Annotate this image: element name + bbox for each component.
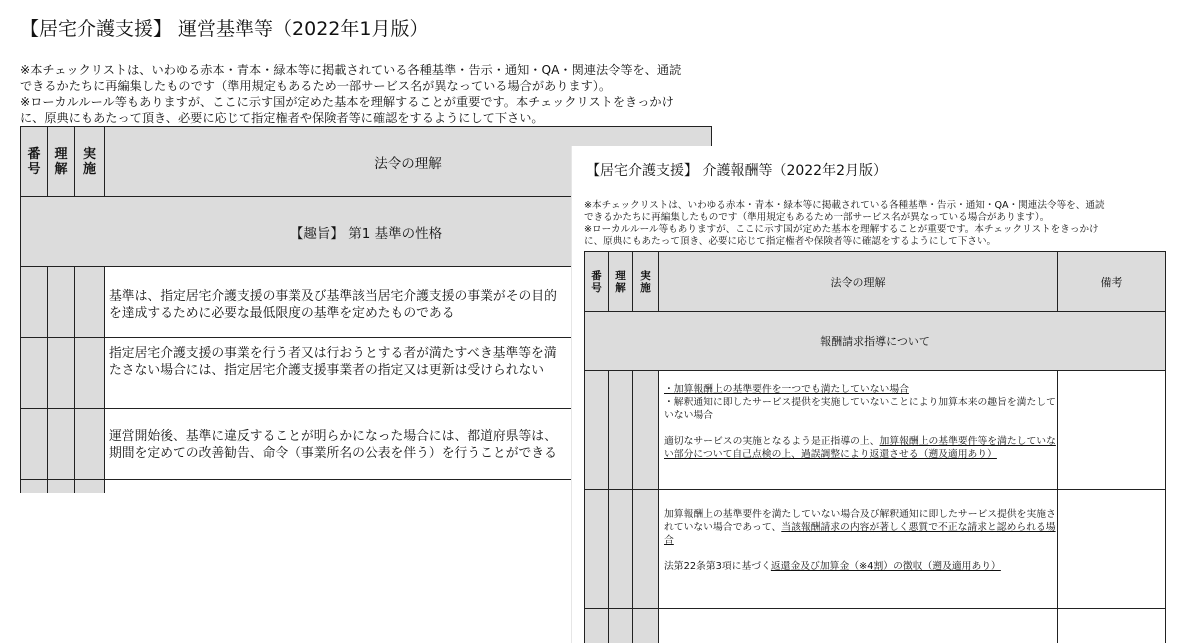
doc1-row-understanding [47, 337, 75, 409]
doc1-header-number [20, 126, 48, 197]
doc1-note [20, 62, 720, 126]
doc1-row-text-label: 指定居宅介護支援の事業を行う者又は行おうとする者が満たすべき基準等を満たさない場合には、指定居宅介護支援事業者の指定又は更新は受けられない [109, 346, 557, 378]
doc2-row-number [584, 608, 609, 643]
doc2-header-understanding [608, 251, 633, 312]
doc1-row-number [20, 408, 48, 480]
doc2-section-title-label: 報酬請求指導について [820, 335, 930, 348]
doc1-row-text-label: 基準は、指定居宅介護支援の事業及び基準該当居宅介護支援の事業がその目的を達成するために必要な最低限度の基準を定めたものである [109, 289, 557, 321]
doc2-checklist-table [584, 251, 1166, 643]
doc1-row-implementation [74, 337, 105, 409]
doc1-row-number [20, 479, 48, 493]
doc2-row-number [584, 370, 609, 490]
doc2-row-text [658, 489, 1058, 609]
doc2-header-understanding-label: 理解 [615, 269, 626, 294]
doc2-row-understanding [608, 370, 633, 490]
doc2-header-implementation [632, 251, 659, 312]
doc2-row-text [658, 608, 1058, 643]
doc1-row-implementation [74, 479, 105, 493]
doc2-note [584, 200, 1184, 248]
doc2-row2-para1-lead: 加算報酬上の基準要件を満たしていない場合及び解釈通知に即したサービス提供を実施されていない場合であって、 [664, 509, 1056, 533]
doc2-row2-para2-lead: 法第22条第3項に基づく [664, 561, 771, 572]
doc1-header-understanding-label: 理解 [54, 146, 68, 177]
doc2-row-remarks [1057, 370, 1166, 490]
doc2-title: 【居宅介護支援】 介護報酬等（2022年2月版） [586, 163, 887, 179]
doc1-header-implementation [74, 126, 105, 197]
doc2-row-text [658, 370, 1058, 490]
doc2-note-line: に、原典にもあたって頂き、必要に応じて指定権者や保険者等に確認をするようにして下さい。 [584, 236, 997, 247]
doc2-row-number [584, 489, 609, 609]
doc2-header-number [584, 251, 609, 312]
doc1-row-understanding [47, 479, 75, 493]
doc1-row-understanding [47, 408, 75, 480]
doc2-header-implementation-label: 実施 [640, 269, 651, 294]
doc2-header-law-label: 法令の理解 [830, 275, 886, 289]
doc2-header-number-label: 番号 [591, 269, 602, 294]
doc1-header-implementation-label: 実施 [82, 146, 96, 177]
doc1-row-text-label: 運営開始後、基準に違反することが明らかになった場合には、都道府県等は、期間を定めての改善勧告、命令（事業所名の公表を伴う）を行うことができる [109, 429, 557, 461]
doc1-row-number [20, 337, 48, 409]
doc1-note-line: ※本チェックリストは、いわゆる赤本・青本・緑本等に掲載されている各種基準・告示・通知・QA・関連法令等を、通読 [20, 63, 682, 77]
doc1-note-line: ※ローカルルール等もありますが、ここに示す国が定めた基本を理解することが重要です。本チェックリストをきっかけ [20, 95, 674, 109]
doc2-note-line: できるかたちに再編集したものです（準用規定もあるため一部サービス名が異なっている場合があります）。 [584, 212, 1050, 223]
doc1-header-law-label: 法令の理解 [374, 155, 442, 172]
doc2-header-remarks-label: 備考 [1100, 275, 1123, 289]
doc2-row-implementation [632, 489, 659, 609]
doc1-row-implementation [74, 408, 105, 480]
doc2-row1-line2: ・解釈通知に即したサービス提供を実施していないことにより加算本来の趣旨を満たしていない場合 [664, 397, 1056, 421]
doc1-title: 【居宅介護支援】 運営基準等（2022年1月版） [20, 18, 429, 40]
doc2-row-remarks [1057, 608, 1166, 643]
doc1-row-understanding [47, 266, 75, 338]
doc2-row-implementation [632, 370, 659, 490]
doc2-row1-line1: ・加算報酬上の基準要件を一つでも満たしていない場合 [664, 384, 909, 395]
doc1-note-line: できるかたちに再編集したものです（準用規定もあるため一部サービス名が異なっている場合があります）。 [20, 79, 612, 93]
doc2-row-understanding [608, 489, 633, 609]
doc2-header-law [658, 251, 1058, 312]
doc1-row-implementation [74, 266, 105, 338]
doc2-row1-para2-underlined: 加算報酬上の基準要件等を満たしていない部分について自己点検の上、過誤調整により返還させる（遡及適用あり） [664, 436, 1056, 460]
doc2-row2-para2-underlined: 返還金及び加算金（※4割）の徴収（遡及適用あり） [770, 561, 1001, 572]
doc2-row2-para1-underlined: 当該報酬請求の内容が著しく悪質で不正な請求と認められる場合 [664, 522, 1056, 546]
doc2-row-implementation [632, 608, 659, 643]
doc2-row-understanding [608, 608, 633, 643]
doc2-row-remarks [1057, 489, 1166, 609]
doc1-row-number [20, 266, 48, 338]
doc1-note-line: に、原典にもあたって頂き、必要に応じて指定権者や保険者等に確認をするようにして下さい。 [20, 111, 544, 125]
document-care-fees [572, 146, 1200, 643]
doc2-row1-para2-lead: 適切なサービスの実施となるよう是正指導の上、 [664, 436, 880, 447]
doc1-section-title-label: 【趣旨】 第1 基準の性格 [289, 225, 443, 242]
doc2-header-remarks [1057, 251, 1166, 312]
doc2-note-line: ※ローカルルール等もありますが、ここに示す国が定めた基本を理解することが重要です。本チェックリストをきっかけ [584, 224, 1099, 235]
doc2-section-title [584, 311, 1166, 371]
doc1-header-number-label: 番号 [27, 146, 41, 177]
doc1-header-understanding [47, 126, 75, 197]
doc2-note-line: ※本チェックリストは、いわゆる赤本・青本・緑本等に掲載されている各種基準・告示・通知・QA・関連法令等を、通読 [584, 200, 1105, 211]
